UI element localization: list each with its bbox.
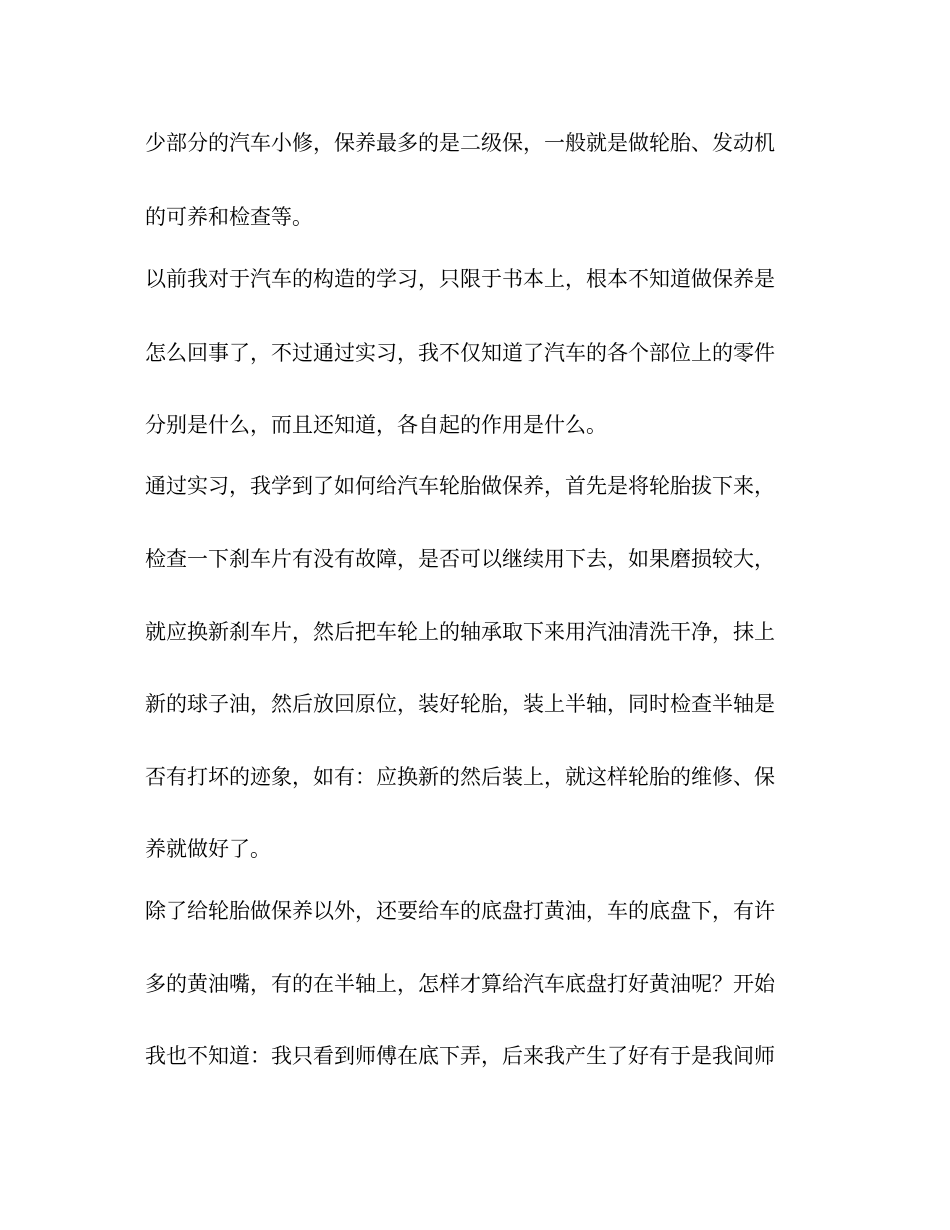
text-line: 我也不知道：我只看到师傅在底下弄，后来我产生了好有于是我间师 xyxy=(145,1044,775,1068)
text-line: 分别是什么，而且还知道，各自起的作用是什么。 xyxy=(145,413,607,437)
text-line: 多的黄油嘴，有的在半轴上，怎样才算给汽车底盘打好黄油呢？开始 xyxy=(145,972,775,996)
text-line: 就应换新刹车片，然后把车轮上的轴承取下来用汽油清洗干净，抹上 xyxy=(145,620,775,644)
text-line: 以前我对于汽车的构造的学习，只限于书本上，根本不知道做保养是 xyxy=(145,267,775,291)
text-line: 除了给轮胎做保养以外，还要给车的底盘打黄油，车的底盘下，有许 xyxy=(145,899,775,923)
text-line: 少部分的汽车小修，保养最多的是二级保，一般就是做轮胎、发动机 xyxy=(145,131,775,155)
text-line: 否有打坏的迹象，如有：应换新的然后装上，就这样轮胎的维修、保 xyxy=(145,765,775,789)
text-line: 通过实习，我学到了如何给汽车轮胎做保养，首先是将轮胎拔下来， xyxy=(145,474,775,498)
text-line: 怎么回事了，不过通过实习，我不仅知道了汽车的各个部位上的零件 xyxy=(145,341,775,365)
text-line: 检查一下刹车片有没有故障，是否可以继续用下去，如果磨损较大， xyxy=(145,547,775,571)
text-line: 的可养和检查等。 xyxy=(145,205,313,229)
text-line: 养就做好了。 xyxy=(145,837,271,861)
text-line: 新的球子油，然后放回原位，装好轮胎，装上半轴，同时检查半轴是 xyxy=(145,692,775,716)
